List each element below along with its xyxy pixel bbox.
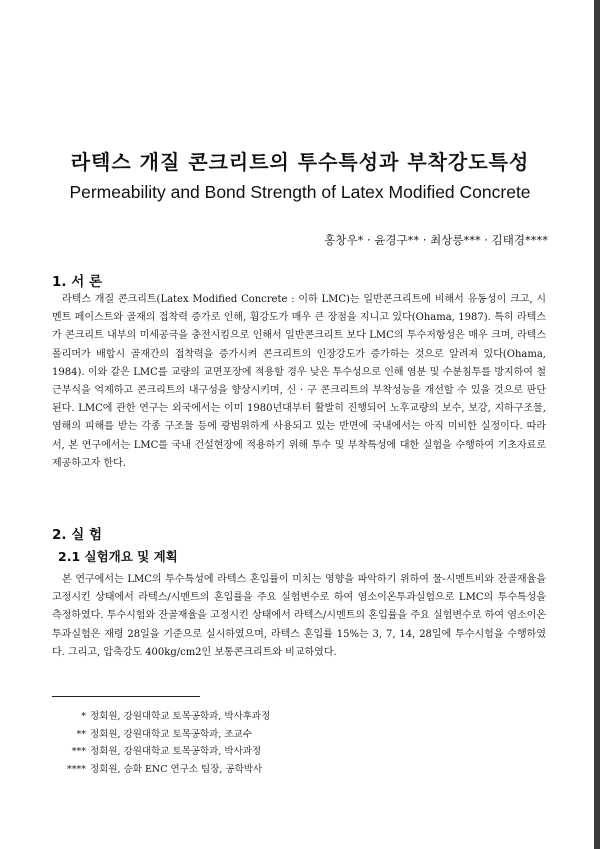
subsection-heading-overview: 2.1 실험개요 및 계획	[58, 549, 178, 564]
section-heading-experiment: 2. 실 험	[52, 527, 103, 543]
footnote-mark: ****	[67, 763, 86, 775]
footnote-item	[58, 726, 270, 744]
footnote-text: 정회원, 강원대학교 토목공학과, 박사과정	[90, 746, 262, 757]
title-korean: 라텍스 개질 콘크리트의 투수특성과 부착강도특성	[70, 150, 530, 174]
introduction-paragraph: 라텍스 개질 콘크리트(Latex Modified Concrete : 이하 LMC)는 일반콘크리트에 비해서 유동성이 크고, 시멘트 페이스트와 골재의 접착력 증가로 인해, 휨강도가 매우 큰 장점을 지니고 있다(Ohama, 1987). 특히 라텍스가 콘크리트 내부의 미세공극을 충전시킴으로 인해서 일반콘크리트 보다 LMC의 투수저항성은 매우 크며, 라텍스 폴리머가 배합시 골재간의 접착력을 증가시켜 콘크리트의 인장강도가 증가하는 것으로 알려져 있다(Ohama, 1984). 이와 같은 LMC를 교량의 교면포장에 적용할 경우 낮은 투수성으로 인해 염분 및 수분침투를 방지하여 철근부식을 억제하고 콘크리트의 내구성을 향상시키며, 신 · 구 콘크리트의 부착성능을 개선할 수 있을 것으로 판단된다. LMC에 관한 연구는 외국에서는 이미 1980년대부터 활발히 진행되어 노후교량의 보수, 보강, 지하구조물, 염해의 피해를 받는 각종 구조물 등에 광범위하게 사용되고 있는 반면에 국내에서는 아직 미비한 실정이다. 따라서, 본 연구에서는 LMC를 국내 건설현장에 적용하기 위해 투수 및 부착특성에 대한 실험을 수행하여 기초자료로 제공하고자 한다.	[52, 294, 546, 469]
footnote-text: 정회원, 강원대학교 토목공학과, 박사후과정	[90, 711, 271, 722]
scan-edge-shadow	[594, 0, 600, 849]
footnote-item	[58, 761, 270, 779]
footnote-list	[58, 708, 270, 778]
footnote-mark: ***	[71, 746, 86, 757]
author-list: 홍창우* · 윤경구** · 최상릉*** · 김태경****	[324, 233, 548, 247]
experiment-paragraph: 본 연구에서는 LMC의 투수특성에 라텍스 혼입률이 미치는 영향을 파악하기 위하여 물-시멘트비와 잔골재율을 고정시킨 상태에서 라텍스/시멘트의 혼입률을 주요 실험변수로 하여 염소이온투과실험으로 LMC의 투수특성을 측정하였다. 투수시험와 잔골재율을 고정시킨 상태에서 라텍스/시멘트의 혼입률을 주요 실험변수로 하여 염소이온투과실험은 재령 28일을 기준으로 실시하였으며, 라텍스 혼입률 15%는 3, 7, 14, 28일에 투수시험을 수행하였다. 그리고, 압축강도 400kg/cm2인 보통콘크리트와 비교하였다.	[52, 574, 546, 658]
title-english: Permeability and Bond Strength of Latex Modified Concrete	[69, 182, 531, 202]
footnote-item	[58, 708, 270, 726]
footnote-divider	[52, 696, 200, 697]
footnote-mark: **	[76, 728, 86, 740]
section-heading-introduction: 1. 서 론	[52, 274, 103, 290]
footnote-item	[58, 743, 270, 761]
footnote-text: 정회원, 승화 ENC 연구소 팀장, 공학박사	[90, 763, 263, 775]
footnote-text: 정회원, 강원대학교 토목공학과, 조교수	[90, 728, 252, 740]
footnote-mark: *	[81, 711, 86, 722]
